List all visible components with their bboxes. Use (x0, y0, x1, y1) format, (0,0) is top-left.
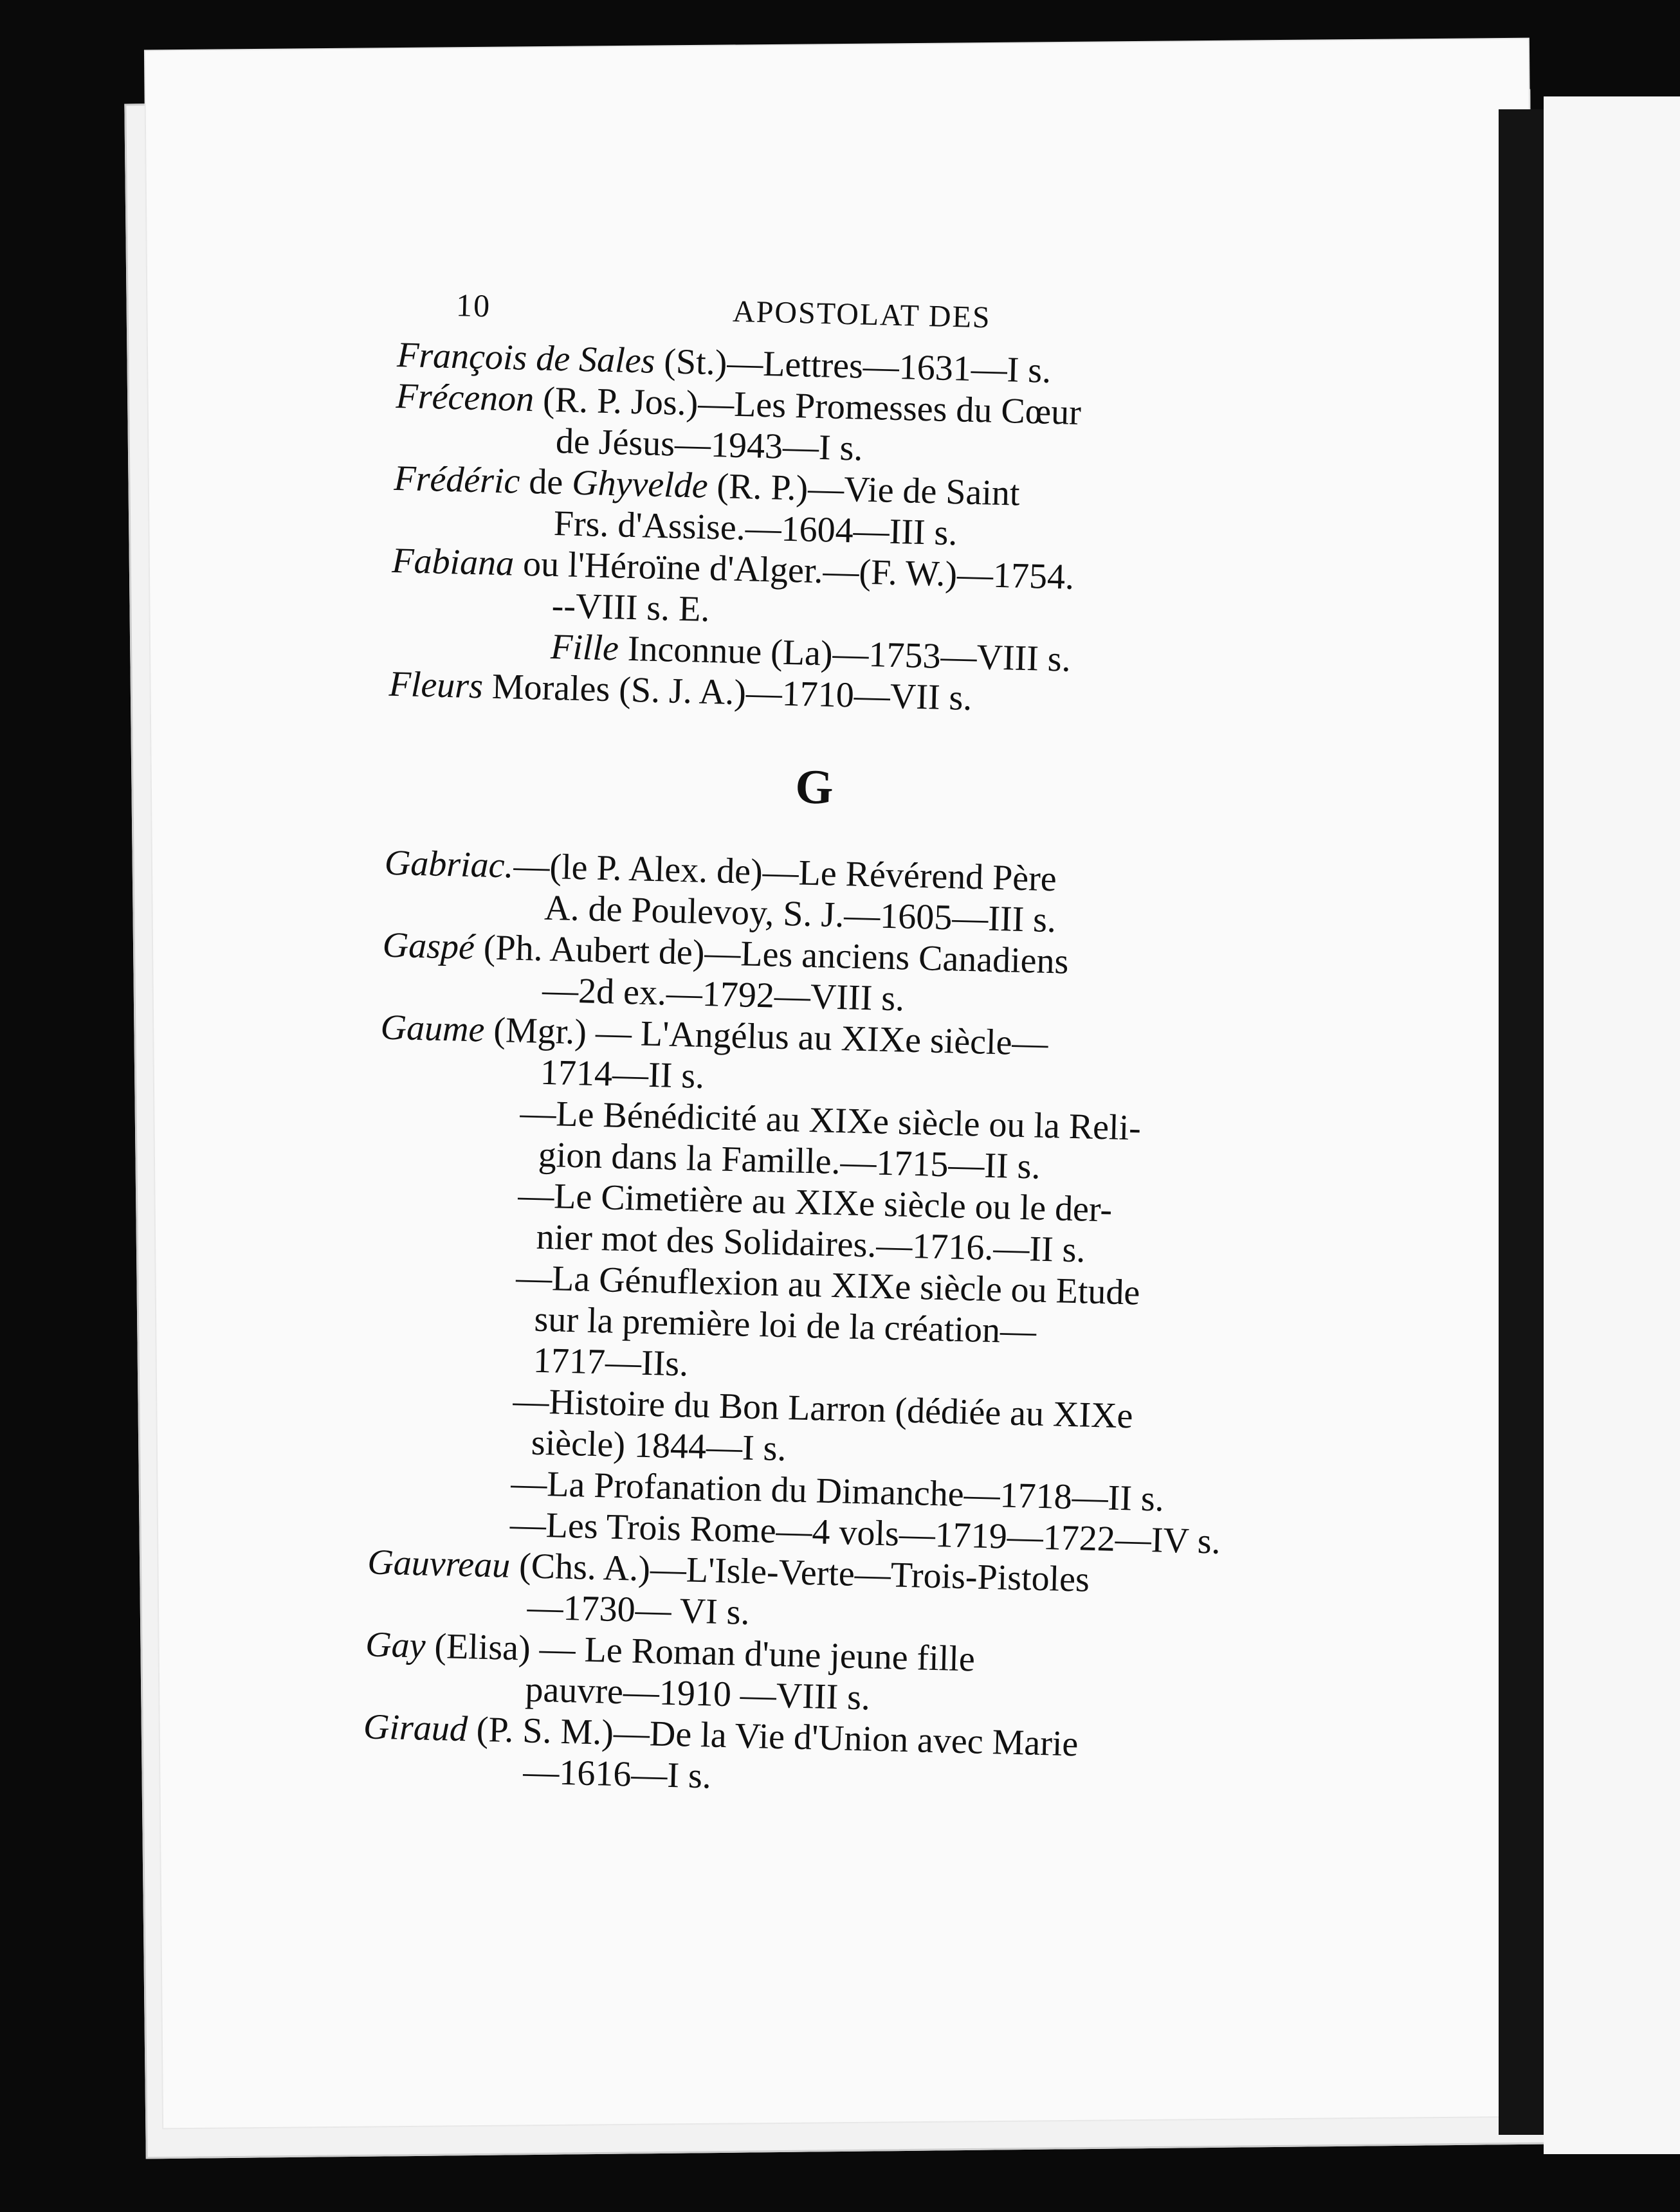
entry-text: de (519, 461, 573, 503)
entry-text: ou l'Héroïne d'Alger.—(F. W.)—1754. (513, 543, 1075, 597)
entry-text: (Elisa) — Le Roman d'une jeune fille (425, 1626, 976, 1680)
entry-author: Gaspé (382, 925, 475, 968)
entry-continuation-line: —2d ex.—1792—VIII s. (542, 970, 905, 1019)
entry-author: Fille (550, 626, 619, 669)
entry-continuation-line: sur la première loi de la création— (533, 1299, 1037, 1352)
entry-text: Morales (S. J. A.)—1710—VII s. (482, 666, 973, 718)
entry-continuation-line: —1616—I s. (522, 1752, 712, 1797)
entry-author: Gaume (379, 1007, 486, 1050)
entry-text: (R. P. Jos.)—Les Promesses du Cœur (533, 379, 1082, 433)
entry-author: François de Sales (396, 334, 656, 381)
entry-author: Fabiana (391, 540, 515, 584)
entry-continuation-line: nier mot des Solidaires.—1716.—II s. (536, 1217, 1086, 1271)
entry-text: (Ph. Aubert de)—Les anciens Canadiens (474, 927, 1070, 982)
entry-author-secondary: Ghyvelde (571, 462, 709, 506)
entry-continuation-line: --VIII s. E. (551, 585, 711, 630)
entry-text: —(le P. Alex. de)—Le Révérend Père (513, 846, 1057, 900)
entry-text-secondary: (R. P.)—Vie de Saint (707, 466, 1021, 514)
bibliography-entry (372, 1254, 1307, 1400)
book-gutter (1499, 109, 1544, 2135)
running-title: APOSTOLAT DES (732, 294, 992, 335)
entry-continuation-line: siècle) 1844—I s. (531, 1422, 787, 1469)
entry-author: Gay (365, 1624, 426, 1666)
entry-text: (P. S. M.)—De la Vie d'Union avec Marie (467, 1709, 1079, 1764)
entry-continuation-line: de Jésus—1943—I s. (555, 421, 864, 469)
page-text (362, 283, 1331, 1811)
entry-continuation-line: 1717—IIs. (533, 1340, 689, 1384)
entry-continuation-line: Frs. d'Assise.—1604—III s. (553, 503, 958, 554)
facing-page-edge (1544, 96, 1680, 2154)
section-g-entries (362, 842, 1318, 1811)
entry-continuation-line: A. de Poulevoy, S. J.—1605—III s. (543, 887, 1057, 941)
entry-continuation-line: —1730— VI s. (526, 1587, 751, 1633)
entry-author: Giraud (363, 1707, 468, 1750)
entry-text: (Mgr.) — L'Angélus au XIXe siècle— (484, 1010, 1049, 1064)
entry-text: —Les Trois Rome—4 vols—1719—1722—IV s. (509, 1504, 1221, 1562)
entry-continuation-line: pauvre—1910 —VIII s. (524, 1669, 871, 1718)
entry-text: —Le Cimetière au XIXe siècle ou le der- (517, 1175, 1113, 1230)
entry-author: Frécenon (395, 376, 534, 420)
entry-text: —Histoire du Bon Larron (dédiée au XIXe (512, 1381, 1134, 1437)
entry-author: Fleurs (388, 664, 484, 707)
section-f-entries (388, 334, 1330, 727)
page-number: 10 (455, 287, 491, 324)
entry-continuation-line: 1714—II s. (540, 1052, 705, 1096)
section-letter-heading: G (794, 759, 834, 815)
entry-author: Gabriac. (384, 842, 515, 886)
entry-author: Gauvreau (367, 1542, 511, 1586)
entry-author: Frédéric (393, 458, 521, 502)
entry-continuation-line: gion dans la Famille.—1715—II s. (538, 1134, 1041, 1187)
entry-text: (St.)—Lettres—1631—I s. (654, 341, 1052, 391)
entry-text: —La Profanation du Dimanche—1718—II s. (510, 1463, 1165, 1519)
entry-text: —La Génuflexion au XIXe siècle ou Etude (515, 1257, 1141, 1313)
entry-text: —Le Bénédicité au XIXe siècle ou la Reli- (519, 1093, 1142, 1148)
entry-text: Inconnue (La)—1753—VIII s. (618, 628, 1072, 680)
entry-text: (Chs. A.)—L'Isle-Verte—Trois-Pistoles (509, 1545, 1090, 1600)
